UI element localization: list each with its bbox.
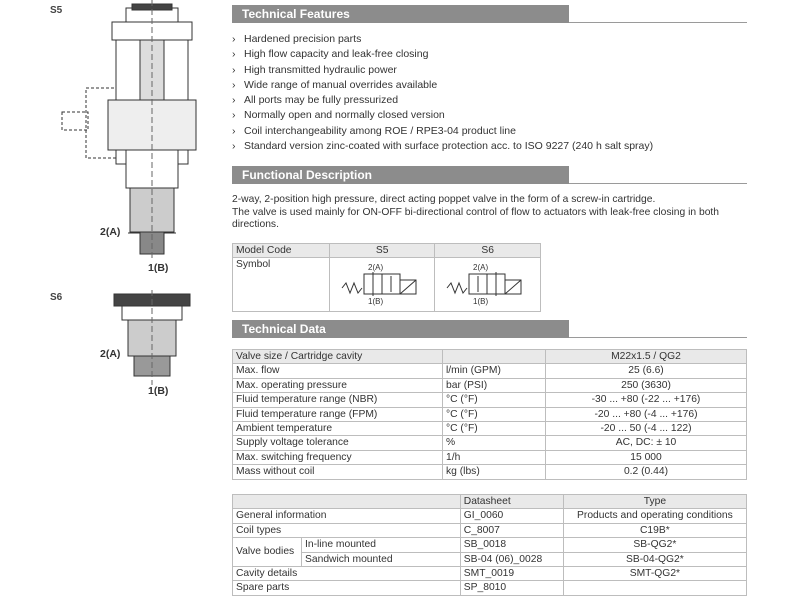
- functional-description: [232, 194, 752, 232]
- s6-symbol: [435, 258, 541, 311]
- s5-port-a-label: 2(A): [100, 226, 121, 238]
- model-symbol-table: [232, 243, 541, 312]
- section-header-features: Technical Features: [232, 5, 569, 23]
- section-header-functional: Functional Description: [232, 166, 569, 184]
- valve-cross-section-drawing: [0, 0, 230, 600]
- description-line: The valve is used mainly for ON-OFF bi-directional control of flow to actuators with leak-free closing in both directions.: [232, 206, 720, 230]
- s6-port-b-label: 1(B): [148, 385, 169, 397]
- svg-text:2(A): 2(A): [367, 263, 384, 273]
- s6-hydraulic-symbol-icon: [435, 258, 534, 306]
- feature-item: › Wide range of manual overrides available: [232, 78, 438, 91]
- table-row: Cavity details SMT_0019 SMT-QG2*: [233, 567, 747, 581]
- tech-header-unit: [443, 350, 546, 364]
- s5-hydraulic-symbol-icon: [330, 258, 429, 306]
- table-row: Valve bodies In-line mounted SB_0018 SB-QG2*: [233, 538, 747, 552]
- tech-header-label: Valve size / Cartridge cavity: [233, 350, 443, 364]
- table-row: General information GI_0060 Products and operating conditions: [233, 509, 747, 523]
- table-row: Max. flow l/min (GPM) 25 (6.6): [233, 364, 747, 378]
- svg-text:1(B): 1(B): [473, 297, 489, 307]
- docs-header-type: Type: [563, 495, 746, 509]
- table-row: Mass without coil kg (lbs) 0.2 (0.44): [233, 465, 747, 479]
- model-code-header: Model Code: [233, 244, 330, 258]
- table-row: Supply voltage tolerance % AC, DC: ± 10: [233, 436, 747, 450]
- feature-item: › Standard version zinc-coated with surface protection acc. to ISO 9227 (240 h salt spray): [232, 140, 654, 153]
- section-divider: [569, 22, 747, 23]
- table-row: Fluid temperature range (NBR) °C (°F) -30 ... +80 (-22 ... +176): [233, 393, 747, 407]
- feature-item: › Normally open and normally closed version: [232, 109, 445, 122]
- s5-port-b-label: 1(B): [148, 262, 169, 274]
- s5-label: S5: [50, 5, 63, 16]
- section-divider: [569, 183, 747, 184]
- section-divider: [569, 337, 747, 338]
- related-documents-table: [232, 494, 747, 596]
- model-s6-header: S6: [435, 244, 541, 258]
- feature-item: › All ports may be fully pressurized: [232, 94, 399, 107]
- symbol-label: Symbol: [233, 258, 330, 311]
- table-row: Max. switching frequency 1/h 15 000: [233, 450, 747, 464]
- feature-item: › High transmitted hydraulic power: [232, 63, 397, 76]
- docs-header-blank: [233, 495, 461, 509]
- description-line: 2-way, 2-position high pressure, direct acting poppet valve in the form of a screw-in cartridge.: [232, 194, 656, 205]
- features-list: [232, 32, 653, 154]
- table-row: Sandwich mounted SB-04 (06)_0028 SB-04-QG2*: [233, 552, 747, 566]
- svg-text:1(B): 1(B): [367, 297, 384, 307]
- s5-symbol: [329, 258, 435, 311]
- section-header-technical: Technical Data: [232, 320, 569, 338]
- table-row: Spare parts SP_8010: [233, 581, 747, 595]
- table-row: Max. operating pressure bar (PSI) 250 (3630): [233, 378, 747, 392]
- svg-text:2(A): 2(A): [473, 263, 489, 273]
- feature-item: › High flow capacity and leak-free closing: [232, 48, 429, 61]
- model-s5-header: S5: [329, 244, 435, 258]
- s6-label: S6: [50, 292, 63, 303]
- tech-header-value: M22x1.5 / QG2: [546, 350, 747, 364]
- table-row: Fluid temperature range (FPM) °C (°F) -20 ... +80 (-4 ... +176): [233, 407, 747, 421]
- table-row: Coil types C_8007 C19B*: [233, 523, 747, 537]
- docs-header-datasheet: Datasheet: [460, 495, 563, 509]
- s6-port-a-label: 2(A): [100, 348, 121, 360]
- table-row: Ambient temperature °C (°F) -20 ... 50 (-4 ... 122): [233, 422, 747, 436]
- feature-item: › Hardened precision parts: [232, 33, 362, 45]
- feature-item: › Coil interchangeability among ROE / RPE3-04 product line: [232, 124, 516, 137]
- technical-data-table: [232, 349, 747, 480]
